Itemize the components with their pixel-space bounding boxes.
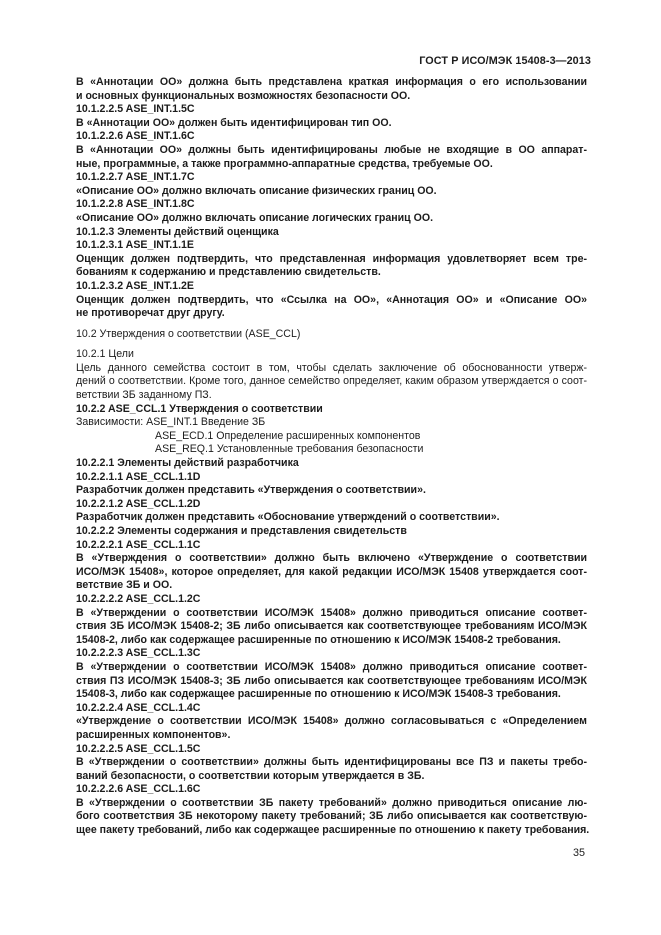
- text-line: ветствие ЗБ и ОО.: [76, 579, 173, 592]
- text-line: 10.1.2.2.8 ASE_INT.1.8C: [76, 198, 195, 211]
- text-line: не противоречат друг другу.: [76, 307, 225, 320]
- text-line: «Описание ОО» должно включать описание физических границ ОО.: [76, 184, 437, 197]
- text-line: 10.2.2.2.6 ASE_CCL.1.6C: [76, 783, 201, 796]
- text-line: бованиям к содержанию и представлению свидетельств.: [76, 266, 381, 279]
- text-line: и основных функциональных возможностях безопасности ОО.: [76, 89, 411, 102]
- text-line: 10.1.2.2.7 ASE_INT.1.7C: [76, 171, 195, 184]
- text-line: 10.2 Утверждения о соответствии (ASE_CCL): [76, 327, 301, 340]
- text-line: В «Аннотации ОО» должны быть идентифицированы любые не входящие в ОО аппарат-: [76, 143, 587, 156]
- text-line: 10.1.2.2.6 ASE_INT.1.6C: [76, 130, 195, 143]
- text-line: расширенных компонентов».: [76, 728, 231, 741]
- text-line: 15408-2, либо как содержащее расширенные по отношению к ИСО/МЭК 15408-2 требования.: [76, 633, 561, 646]
- page-number: 35: [572, 847, 585, 859]
- text-line: Оценщик должен подтвердить, что «Ссылка на ОО», «Аннотация ОО» и «Описание ОО»: [76, 293, 587, 306]
- text-line: дений о соответствии. Кроме того, данное семейство определяет, каким образом утверждается о соот-: [76, 375, 587, 388]
- text-line: 10.1.2.3 Элементы действий оценщика: [76, 225, 279, 238]
- text-line: ваний безопасности, о соответствии которым утверждается в ЗБ.: [76, 769, 425, 782]
- text-line: ASE_REQ.1 Установленные требования безопасности: [155, 443, 424, 456]
- text-line: В «Утверждении о соответствии» должны быть идентифицированы все ПЗ и пакеты требо-: [76, 756, 587, 769]
- text-line: 10.2.2.2.3 ASE_CCL.1.3C: [76, 647, 201, 660]
- text-line: ASE_ECD.1 Определение расширенных компонентов: [155, 429, 421, 442]
- text-line: 10.2.2.1.2 ASE_CCL.1.2D: [76, 497, 201, 510]
- text-line: 10.2.2.2 Элементы содержания и представления свидетельств: [76, 525, 407, 537]
- text-line: ИСО/МЭК 15408», которое определяет, для какой редакции ИСО/МЭК 15408 утверждается соот-: [76, 565, 587, 578]
- text-line: ствия ПЗ ИСО/МЭК 15408-3; ЗБ либо описывается как соответствующее требованиям ИСО/МЭК: [76, 674, 587, 687]
- text-line: 10.1.2.3.2 ASE_INT.1.2E: [76, 279, 194, 292]
- text-line: ветствии ЗБ заданному ПЗ.: [76, 389, 212, 402]
- text-line: Зависимости: ASE_INT.1 Введение ЗБ: [76, 416, 266, 429]
- document-body: [76, 76, 590, 838]
- text-line: 10.2.2.2.5 ASE_CCL.1.5C: [76, 742, 201, 755]
- text-line: Разработчик должен представить «Утверждения о соответствии».: [76, 484, 426, 497]
- text-line: В «Утверждении о соответствии ЗБ пакету требований» должно приводиться описание лю-: [76, 796, 587, 809]
- text-line: ствия ЗБ ИСО/МЭК 15408-2; ЗБ либо описывается как соответствующее требованиям ИСО/МЭК: [76, 620, 587, 633]
- text-line: В «Утверждения о соответствии» должно быть включено «Утверждение о соответствии: [76, 552, 587, 565]
- text-line: 10.2.2.1 Элементы действий разработчика: [76, 457, 299, 470]
- document-header: ГОСТ Р ИСО/МЭК 15408-3—2013: [419, 55, 591, 67]
- text-line: Разработчик должен представить «Обоснование утверждений о соответствии».: [76, 511, 500, 524]
- text-line: щее пакету требований, либо как содержащее расширенные по отношению к пакету требования.: [76, 824, 590, 837]
- text-line: 10.2.1 Цели: [76, 348, 134, 361]
- text-line: 10.2.2.2.4 ASE_CCL.1.4C: [76, 701, 201, 714]
- text-line: В «Аннотации ОО» должна быть представлена краткая информация о его использовании: [76, 76, 587, 88]
- text-line: 15408-3, либо как содержащее расширенные по отношению к ИСО/МЭК 15408-3 требования.: [76, 688, 561, 701]
- text-line: «Утверждение о соответствии ИСО/МЭК 15408» должно согласовываться с «Определением: [76, 715, 587, 728]
- text-line: 10.2.2.1.1 ASE_CCL.1.1D: [76, 470, 201, 483]
- text-line: ные, программные, а также программно-аппаратные средства, требуемые ОО.: [76, 157, 493, 170]
- text-line: бого соответствия ЗБ некоторому пакету требований; ЗБ либо описывается как соответствую-: [76, 810, 587, 823]
- text-line: 10.1.2.2.5 ASE_INT.1.5C: [76, 103, 195, 116]
- text-line: В «Аннотации ОО» должен быть идентифицирован тип ОО.: [76, 116, 392, 129]
- text-line: Цель данного семейства состоит в том, чтобы сделать заключение об обоснованности утверж-: [76, 361, 587, 374]
- text-line: Оценщик должен подтвердить, что представленная информация удовлетворяет всем тре-: [76, 252, 587, 265]
- text-line: В «Утверждении о соответствии ИСО/МЭК 15408» должно приводиться описание соответ-: [76, 606, 587, 619]
- text-line: «Описание ОО» должно включать описание логических границ ОО.: [76, 211, 434, 224]
- text-line: 10.2.2.2.2 ASE_CCL.1.2C: [76, 592, 201, 605]
- text-line: 10.2.2 ASE_CCL.1 Утверждения о соответствии: [76, 402, 323, 415]
- text-line: В «Утверждении о соответствии ИСО/МЭК 15408» должно приводиться описание соответ-: [76, 660, 587, 673]
- text-line: 10.2.2.2.1 ASE_CCL.1.1C: [76, 538, 201, 551]
- text-line: 10.1.2.3.1 ASE_INT.1.1E: [76, 239, 194, 252]
